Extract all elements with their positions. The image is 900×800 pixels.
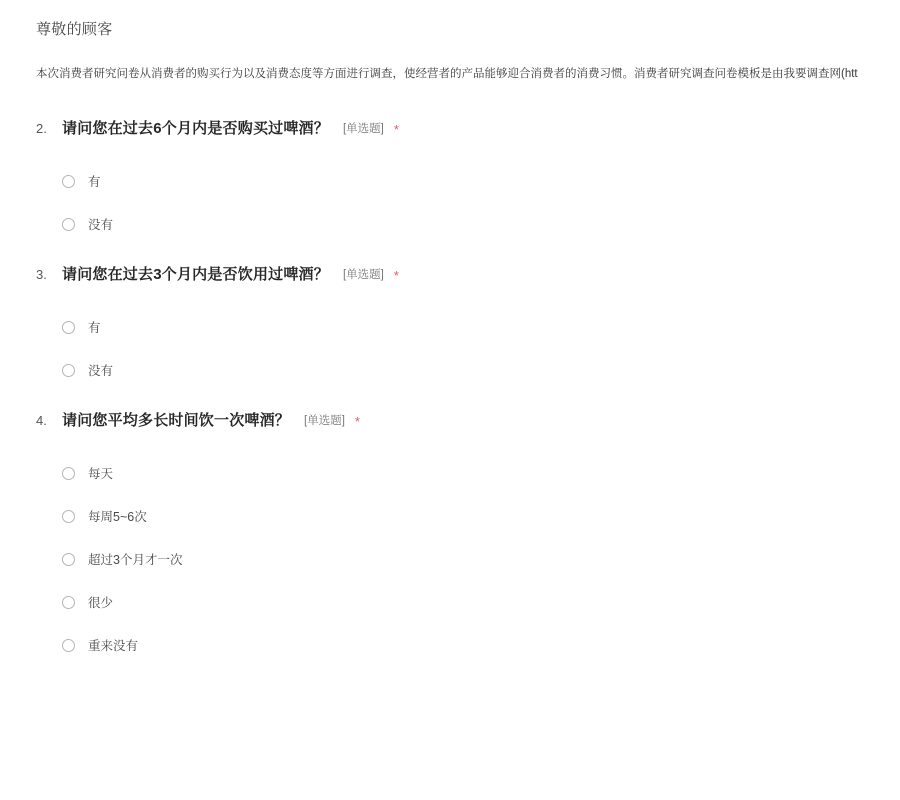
radio-icon[interactable] <box>62 467 75 480</box>
question-title: 请问您在过去6个月内是否购买过啤酒？ <box>62 120 329 138</box>
option-label: 没有 <box>88 364 114 379</box>
radio-icon[interactable] <box>62 553 75 566</box>
option-group <box>0 456 900 662</box>
option-group <box>0 164 900 241</box>
radio-icon[interactable] <box>62 364 75 377</box>
option-label: 重来没有 <box>88 639 139 654</box>
option-row[interactable] <box>62 628 900 662</box>
question-header <box>0 263 900 284</box>
option-label: 每天 <box>88 467 114 482</box>
option-label: 超过3个月才一次 <box>88 553 183 568</box>
option-label: 每周5~6次 <box>88 510 147 525</box>
option-row[interactable] <box>62 456 900 490</box>
required-marker: * <box>393 122 399 138</box>
question-header <box>0 117 900 138</box>
option-row[interactable] <box>62 310 900 344</box>
option-row[interactable] <box>62 353 900 387</box>
question-header <box>0 409 900 430</box>
option-group <box>0 310 900 387</box>
option-label: 没有 <box>88 218 114 233</box>
question-title: 请问您在过去3个月内是否饮用过啤酒？ <box>62 266 329 284</box>
question-number: 3. <box>36 267 47 283</box>
question-type-badge: [单选题] <box>304 415 345 428</box>
option-row[interactable] <box>62 585 900 619</box>
radio-icon[interactable] <box>62 596 75 609</box>
survey-introduction: 本次消费者研究问卷从消费者的购买行为以及消费态度等方面进行调查，使经营者的产品能够迎合消费者的消费习惯。消费者研究调查问卷模板是由我要调查网(htt <box>36 68 858 80</box>
question-item <box>0 409 900 662</box>
required-marker: * <box>354 414 360 430</box>
question-number: 2. <box>36 121 47 137</box>
question-type-badge: [单选题] <box>342 123 384 136</box>
page-title: 尊敬的顾客 <box>36 21 113 38</box>
radio-icon[interactable] <box>62 175 75 188</box>
required-marker: * <box>393 268 399 284</box>
option-label: 有 <box>88 321 101 336</box>
option-row[interactable] <box>62 207 900 241</box>
radio-icon[interactable] <box>62 639 75 652</box>
question-title: 请问您平均多长时间饮一次啤酒？ <box>62 412 291 430</box>
option-row[interactable] <box>62 164 900 198</box>
radio-icon[interactable] <box>62 218 75 231</box>
radio-icon[interactable] <box>62 321 75 334</box>
question-item <box>0 263 900 387</box>
option-row[interactable] <box>62 542 900 576</box>
question-item <box>0 117 900 241</box>
radio-icon[interactable] <box>62 510 75 523</box>
option-label: 很少 <box>88 596 114 611</box>
option-label: 有 <box>88 175 101 190</box>
option-row[interactable] <box>62 499 900 533</box>
question-number: 4. <box>36 413 47 429</box>
question-list <box>0 117 900 662</box>
question-type-badge: [单选题] <box>342 269 384 282</box>
